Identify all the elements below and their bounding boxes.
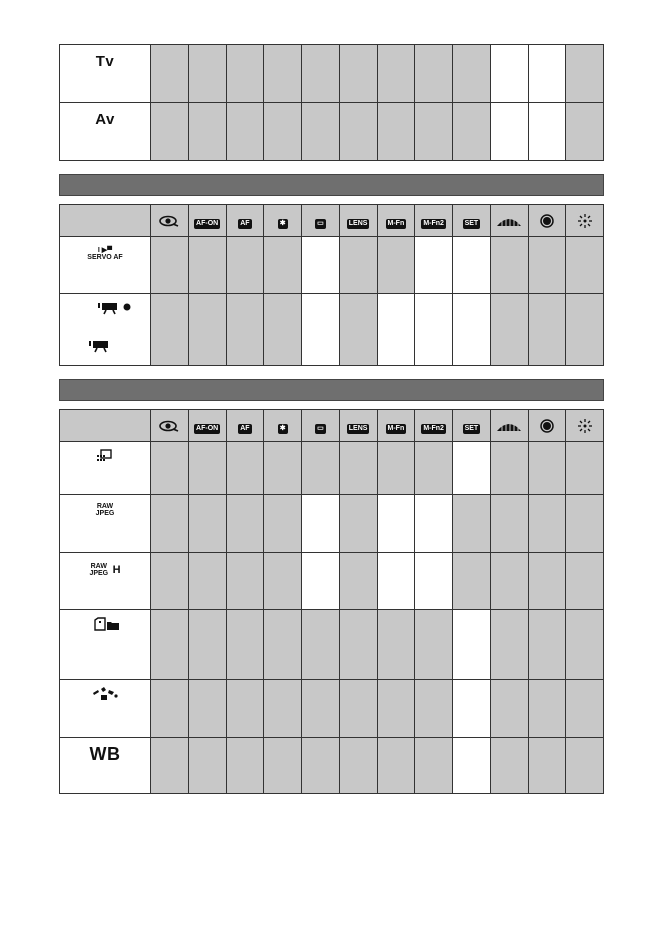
cell — [188, 103, 226, 161]
cell — [377, 495, 415, 553]
cell — [453, 294, 491, 366]
cell — [264, 553, 302, 610]
header-corner — [60, 205, 151, 237]
cell — [339, 442, 377, 495]
cell — [528, 294, 566, 366]
cell — [151, 442, 189, 495]
cell — [377, 553, 415, 610]
header-cell — [566, 410, 604, 442]
table-row-raw-jpeg — [60, 495, 604, 553]
cell — [528, 442, 566, 495]
ae-lock-icon: ✱ — [279, 424, 286, 432]
row-label-picture-style — [60, 680, 151, 738]
cell — [566, 294, 604, 366]
cell — [302, 442, 340, 495]
cell — [528, 553, 566, 610]
cell — [453, 738, 491, 794]
picture-style-icon — [92, 687, 118, 701]
cell — [528, 738, 566, 794]
cell — [377, 610, 415, 680]
cell — [566, 45, 604, 103]
cell — [377, 45, 415, 103]
table-row-servo-af — [60, 237, 604, 294]
cell — [415, 553, 453, 610]
cell — [566, 738, 604, 794]
cell — [490, 610, 528, 680]
movie-icon — [88, 339, 112, 353]
row-label-raw-jpeg — [60, 495, 151, 553]
wb-label: WB — [89, 744, 121, 764]
cell — [415, 294, 453, 366]
cell — [566, 442, 604, 495]
m-fn2-icon: M-Fn2 — [423, 219, 444, 227]
cell — [453, 103, 491, 161]
table-row-raw-jpeg-h — [60, 553, 604, 610]
raw-label: RAW — [96, 503, 114, 510]
cell — [188, 45, 226, 103]
header-corner — [60, 410, 151, 442]
av-label: Av — [95, 111, 115, 128]
h-label: H — [112, 563, 121, 576]
af-on-icon: AF-ON — [196, 424, 219, 432]
cell — [226, 495, 264, 553]
header-cell — [415, 410, 453, 442]
header-cell — [264, 205, 302, 237]
jpeg-label: JPEG — [95, 510, 115, 517]
header-cell — [566, 205, 604, 237]
cell — [453, 495, 491, 553]
cell — [490, 680, 528, 738]
cell — [302, 103, 340, 161]
cell — [226, 294, 264, 366]
table-row-card — [60, 610, 604, 680]
cell — [188, 680, 226, 738]
header-cell — [415, 205, 453, 237]
movie-servo-icon: I ▶▀ — [97, 247, 113, 254]
cell — [415, 738, 453, 794]
eye-af-icon — [159, 215, 179, 227]
quick-dial-icon — [540, 214, 554, 228]
section-bar-image — [59, 379, 604, 401]
cell — [151, 495, 189, 553]
cell — [566, 610, 604, 680]
cell — [339, 237, 377, 294]
row-label-wb — [60, 738, 151, 794]
cell — [264, 680, 302, 738]
cell — [264, 103, 302, 161]
cell — [377, 237, 415, 294]
image-quality-icon — [96, 449, 112, 463]
m-fn2-icon: M-Fn2 — [423, 424, 444, 432]
header-cell — [302, 410, 340, 442]
ae-frame-icon: ▭ — [317, 219, 324, 227]
header-cell — [151, 205, 189, 237]
af-point-icon: AF — [240, 219, 250, 227]
m-fn-icon: M-Fn — [387, 424, 405, 432]
cell — [151, 294, 189, 366]
servo-af-label: SERVO AF — [87, 254, 123, 261]
cell — [453, 680, 491, 738]
cell — [415, 237, 453, 294]
cell — [339, 680, 377, 738]
cell — [151, 45, 189, 103]
header-cell — [490, 205, 528, 237]
cell — [490, 553, 528, 610]
cell — [377, 294, 415, 366]
cell — [528, 103, 566, 161]
table-row-tv — [60, 45, 604, 103]
cell — [339, 103, 377, 161]
header-cell — [339, 410, 377, 442]
cell — [302, 553, 340, 610]
cell — [566, 237, 604, 294]
cell — [490, 103, 528, 161]
cell — [415, 495, 453, 553]
cell — [339, 294, 377, 366]
header-cell — [528, 410, 566, 442]
cell — [264, 294, 302, 366]
cell — [415, 442, 453, 495]
cell — [302, 495, 340, 553]
cell — [226, 442, 264, 495]
cell — [188, 294, 226, 366]
cell — [566, 553, 604, 610]
cell — [415, 103, 453, 161]
row-label-movie-rec — [60, 294, 151, 366]
cell — [302, 610, 340, 680]
cell — [566, 103, 604, 161]
header-cell — [226, 410, 264, 442]
cell — [188, 738, 226, 794]
cell — [188, 495, 226, 553]
cell — [302, 738, 340, 794]
table-row-image-quality — [60, 442, 604, 495]
main-dial-icon — [496, 215, 522, 227]
raw-label: RAW — [90, 562, 107, 570]
row-label-servo-af — [60, 237, 151, 294]
cell — [264, 45, 302, 103]
cell — [151, 738, 189, 794]
multi-controller-icon — [577, 213, 593, 229]
cell — [377, 738, 415, 794]
header-cell — [490, 410, 528, 442]
row-label-tv — [60, 45, 151, 103]
main-dial-icon — [496, 420, 522, 432]
cell — [264, 495, 302, 553]
header-cell — [377, 410, 415, 442]
header-cell — [151, 410, 189, 442]
cell — [377, 103, 415, 161]
header-cell — [453, 410, 491, 442]
cell — [377, 680, 415, 738]
cell — [339, 610, 377, 680]
eye-af-icon — [159, 420, 179, 432]
cell — [339, 495, 377, 553]
tv-label: Tv — [95, 53, 115, 70]
cell — [415, 680, 453, 738]
cell — [453, 45, 491, 103]
cell — [302, 680, 340, 738]
af-point-icon: AF — [240, 424, 250, 432]
table-header — [60, 410, 604, 442]
cell — [302, 294, 340, 366]
cell — [566, 495, 604, 553]
movie-rec-icon — [97, 301, 147, 315]
cell — [415, 45, 453, 103]
cell — [490, 294, 528, 366]
cell — [490, 495, 528, 553]
cell — [566, 680, 604, 738]
cell — [226, 553, 264, 610]
table-top — [59, 44, 604, 161]
quick-dial-icon — [540, 419, 554, 433]
card-folder-icon — [94, 617, 120, 631]
cell — [151, 237, 189, 294]
set-icon: SET — [464, 424, 479, 432]
set-icon: SET — [464, 219, 479, 227]
cell — [302, 45, 340, 103]
cell — [226, 738, 264, 794]
table-row-picture-style — [60, 680, 604, 738]
cell — [188, 237, 226, 294]
header-cell — [264, 410, 302, 442]
cell — [151, 553, 189, 610]
cell — [226, 680, 264, 738]
cell — [188, 553, 226, 610]
cell — [264, 610, 302, 680]
header-cell — [188, 410, 226, 442]
header-cell — [377, 205, 415, 237]
cell — [151, 680, 189, 738]
cell — [264, 442, 302, 495]
cell — [264, 738, 302, 794]
row-label-av — [60, 103, 151, 161]
cell — [490, 738, 528, 794]
table-header — [60, 205, 604, 237]
cell — [528, 237, 566, 294]
row-label-card — [60, 610, 151, 680]
cell — [453, 553, 491, 610]
row-label-raw-jpeg-h — [60, 553, 151, 610]
table-row-wb — [60, 738, 604, 794]
cell — [339, 738, 377, 794]
cell — [188, 610, 226, 680]
jpeg-label: JPEG — [89, 569, 109, 577]
cell — [226, 610, 264, 680]
section-bar-af — [59, 174, 604, 196]
table-row-av — [60, 103, 604, 161]
cell — [226, 237, 264, 294]
cell — [528, 495, 566, 553]
cell — [302, 237, 340, 294]
ae-frame-icon: ▭ — [317, 424, 324, 432]
cell — [490, 442, 528, 495]
cell — [453, 610, 491, 680]
cell — [339, 45, 377, 103]
row-label-image-quality — [60, 442, 151, 495]
table-row-movie-rec — [60, 294, 604, 366]
cell — [490, 237, 528, 294]
cell — [453, 237, 491, 294]
header-cell — [453, 205, 491, 237]
cell — [490, 45, 528, 103]
cell — [151, 610, 189, 680]
header-cell — [339, 205, 377, 237]
table-mid — [59, 204, 604, 366]
lens-icon: LENS — [348, 424, 368, 432]
cell — [226, 45, 264, 103]
header-cell — [528, 205, 566, 237]
m-fn-icon: M-Fn — [387, 219, 405, 227]
cell — [528, 610, 566, 680]
cell — [453, 442, 491, 495]
cell — [264, 237, 302, 294]
cell — [339, 553, 377, 610]
cell — [528, 680, 566, 738]
cell — [226, 103, 264, 161]
lens-icon: LENS — [348, 219, 368, 227]
af-on-icon: AF-ON — [196, 219, 219, 227]
cell — [415, 610, 453, 680]
cell — [528, 45, 566, 103]
multi-controller-icon — [577, 418, 593, 434]
cell — [188, 442, 226, 495]
header-cell — [226, 205, 264, 237]
cell — [151, 103, 189, 161]
table-bottom — [59, 409, 604, 794]
header-cell — [188, 205, 226, 237]
header-cell — [302, 205, 340, 237]
cell — [377, 442, 415, 495]
ae-lock-icon: ✱ — [279, 219, 286, 227]
